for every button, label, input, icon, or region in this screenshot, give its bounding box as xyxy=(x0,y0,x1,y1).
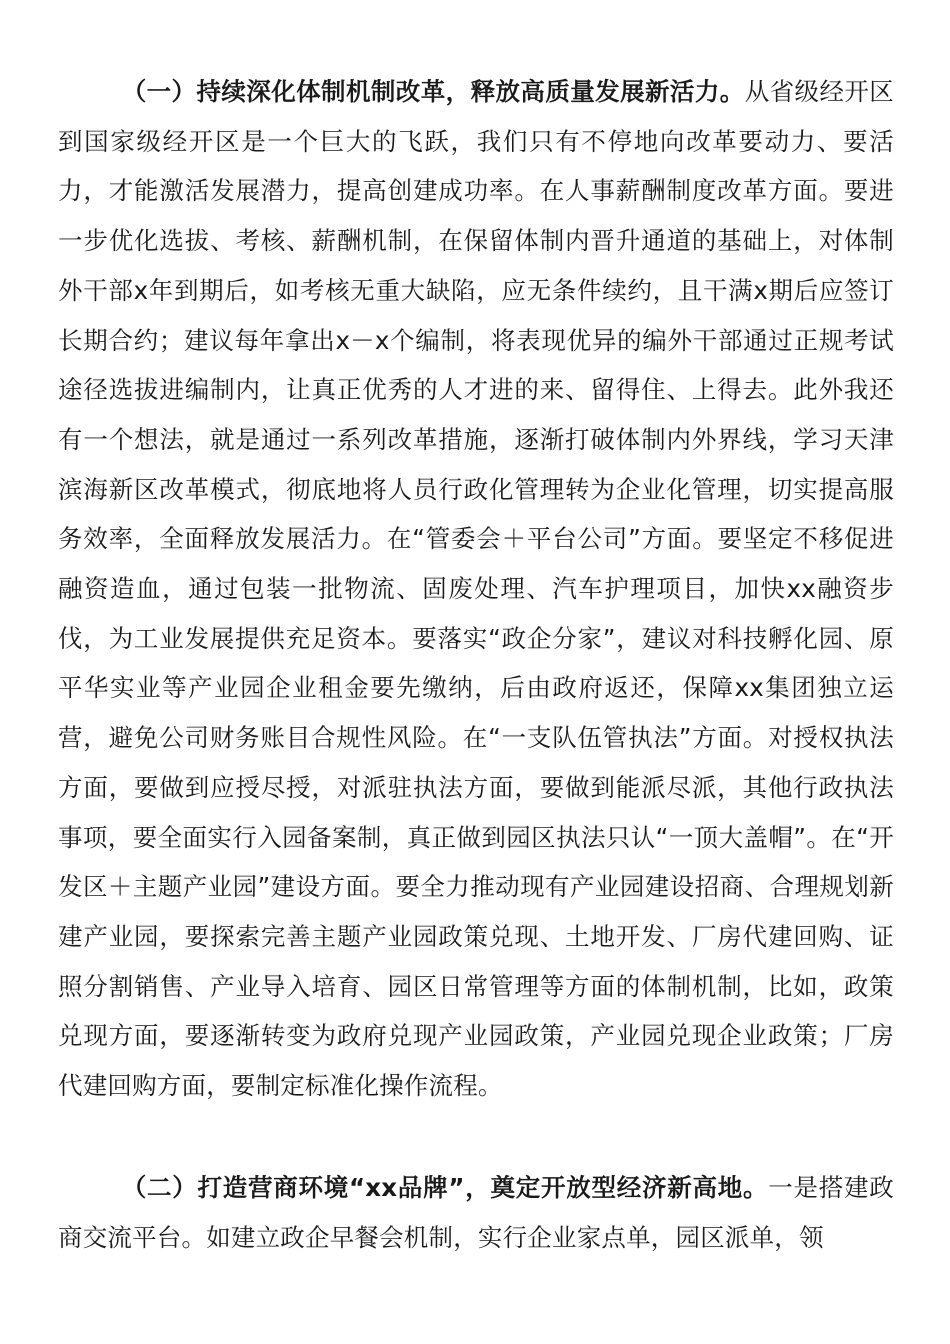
paragraph-2-body: 一是搭建政商交流平台。如建立政企早餐会机制，实行企业家点单，园区派单，领 xyxy=(58,1173,895,1252)
paragraph-1-heading: （一）持续深化体制机制改革，释放高质量发展新活力。 xyxy=(121,77,745,106)
paragraph-2 xyxy=(58,1163,894,1262)
paragraph-1 xyxy=(58,67,894,1111)
paragraph-2-heading: （二）打造营商环境“xx品牌”，奠定开放型经济新高地。 xyxy=(121,1173,769,1202)
paragraph-1-body: 从省级经开区到国家级经开区是一个巨大的飞跃，我们只有不停地向改革要动力、要活力，才能激活发展潜力，提高创建成功率。在人事薪酬制度改革方面。要进一步优化选拔、考核、薪酬机制，在保留体制内晋升通道的基础上，对体制外干部x年到期后，如考核无重大缺陷，应无条件续约，且干满x期后应签订长期合约；建议每年拿出x－x个编制，将表现优异的编外干部通过正规考试途径选拔进编制内，让真正优秀的人才进的来、留得住、上得去。此外我还有一个想法，就是通过一系列改革措施，逐渐打破体制内外界线，学习天津滨海新区改革模式，彻底地将人员行政化管理转为企业化管理，切实提高服务效率，全面释放发展活力。在“管委会＋平台公司”方面。要坚定不移促进融资造血，通过包装一批物流、固废处理、汽车护理项目，加快xx融资步伐，为工业发展提供充足资本。要落实“政企分家”，建议对科技孵化园、原平华实业等产业园企业租金要先缴纳，后由政府返还，保障xx集团独立运营，避免公司财务账目合规性风险。在“一支队伍管执法”方面。对授权执法方面，要做到应授尽授，对派驻执法方面，要做到能派尽派，其他行政执法事项，要全面实行入园备案制，真正做到园区执法只认“一顶大盖帽”。在“开发区＋主题产业园”建设方面。要全力推动现有产业园建设招商、合理规划新建产业园，要探索完善主题产业园政策兑现、土地开发、厂房代建回购、证照分割销售、产业导入培育、园区日常管理等方面的体制机制，比如，政策兑现方面，要逐渐转变为政府兑现产业园政策，产业园兑现企业政策；厂房代建回购方面，要制定标准化操作流程。 xyxy=(58,77,895,1101)
